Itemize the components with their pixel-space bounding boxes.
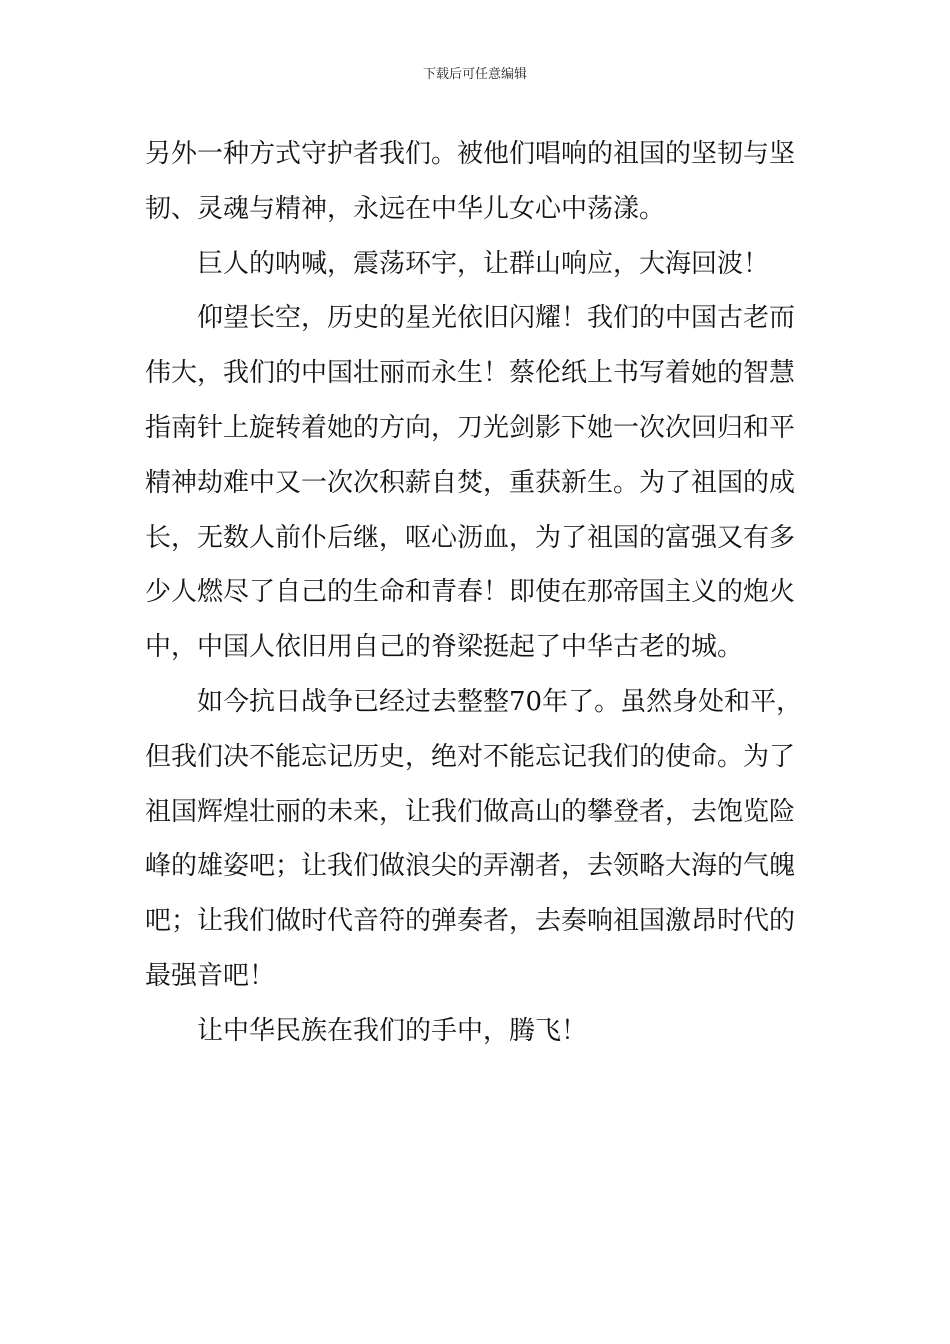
text-line: 祖国辉煌壮丽的未来，让我们做高山的攀登者，去饱览险 <box>145 796 796 827</box>
text-line: 伟大，我们的中国壮丽而永生！蔡伦纸上书写着她的智慧 <box>145 358 796 389</box>
text-line: 长，无数人前仆后继，呕心沥血，为了祖国的富强又有多 <box>145 522 796 553</box>
text-line: 另外一种方式守护者我们。被他们唱响的祖国的坚韧与坚 <box>145 139 796 169</box>
text-line: 吧；让我们做时代音符的弹奏者，去奏响祖国激昂时代的 <box>145 906 796 937</box>
text-line: 精神劫难中又一次次积薪自焚，重获新生。为了祖国的成 <box>145 467 796 498</box>
text-line: 少人燃尽了自己的生命和青春！即使在那帝国主义的炮火 <box>145 577 796 608</box>
text-line: 指南针上旋转着她的方向，刀光剑影下她一次次回归和平 <box>145 412 796 443</box>
document-body <box>145 127 810 1059</box>
text-line: 让中华民族在我们的手中，腾飞！ <box>197 1015 588 1046</box>
text-line: 但我们决不能忘记历史，绝对不能忘记我们的使命。为了 <box>145 741 796 772</box>
text-line: 中，中国人依旧用自己的脊梁挺起了中华古老的城。 <box>145 632 744 663</box>
page-header: 下载后可任意编辑 <box>422 67 527 82</box>
text-line: 如今抗日战争已经过去整整70年了。虽然身处和平， <box>197 686 803 717</box>
text-line: 峰的雄姿吧；让我们做浪尖的弄潮者，去领略大海的气魄 <box>145 851 796 882</box>
text-line: 最强音吧！ <box>145 960 276 991</box>
text-line: 仰望长空，历史的星光依旧闪耀！我们的中国古老而 <box>197 303 796 334</box>
text-line: 巨人的呐喊，震荡环宇，让群山响应，大海回波！ <box>197 248 770 279</box>
text-line: 韧、灵魂与精神，永远在中华儿女心中荡漾。 <box>145 193 666 224</box>
